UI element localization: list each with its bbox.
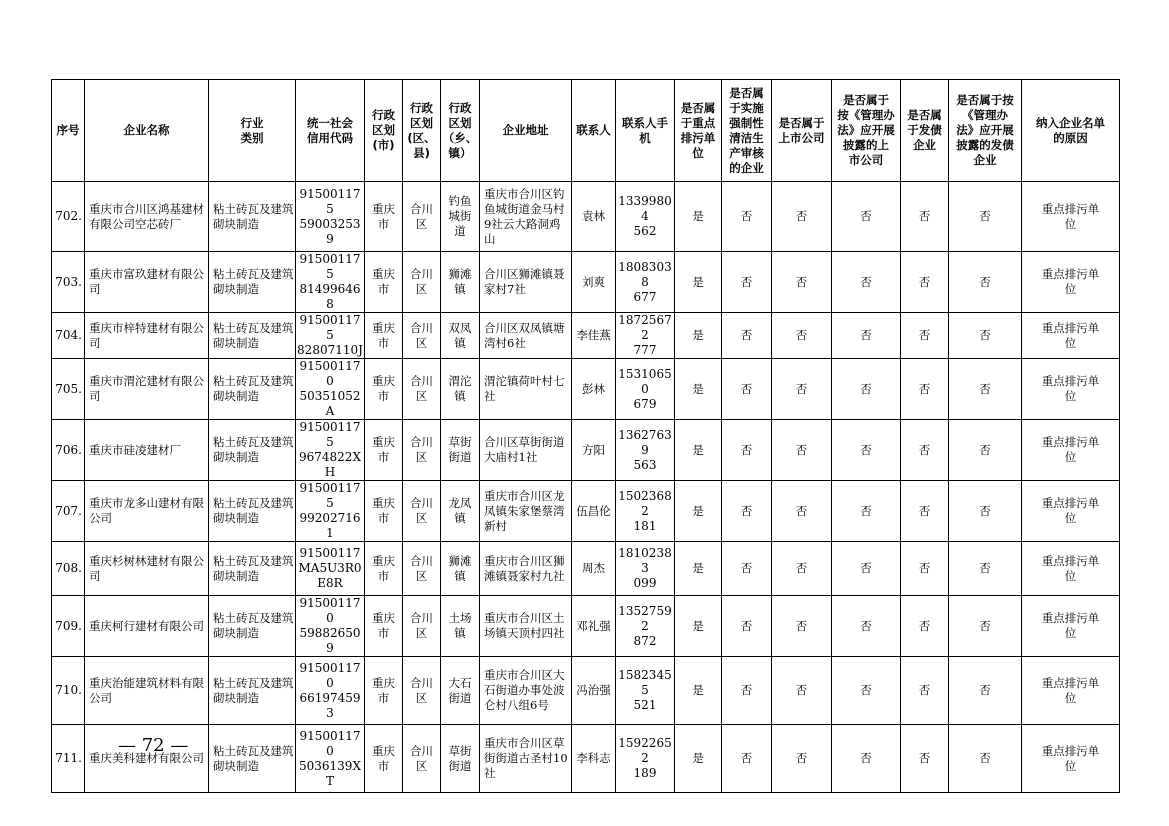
cell-town: 狮滩 镇 (441, 252, 480, 313)
cell-contact: 李佳燕 (572, 313, 616, 359)
cell-bond-disclose: 否 (949, 252, 1022, 313)
cell-bond-disclose: 否 (949, 657, 1022, 725)
cell-industry: 粘土砖瓦及建筑砌块制造 (209, 359, 296, 420)
cell-town: 渭沱 镇 (441, 359, 480, 420)
cell-bond: 否 (901, 313, 949, 359)
cell-name: 重庆市渭沱建材有限公司 (85, 359, 209, 420)
cell-reason: 重点排污单 位 (1022, 420, 1120, 481)
cell-address: 重庆市合川区钓鱼城街道金马村9社云大路洞鸡山 (480, 182, 572, 252)
cell-address: 重庆市合川区狮滩镇聂家村九社 (480, 542, 572, 596)
cell-clean: 否 (722, 420, 772, 481)
cell-name: 重庆美科建材有限公司 (85, 725, 209, 793)
cell-town: 双凤 镇 (441, 313, 480, 359)
cell-address: 重庆市合川区大石街道办事处波仑村八组6号 (480, 657, 572, 725)
cell-name: 重庆杉树林建材有限公司 (85, 542, 209, 596)
cell-key: 是 (675, 182, 722, 252)
cell-contact: 方阳 (572, 420, 616, 481)
cell-district: 合川 区 (403, 542, 441, 596)
cell-listed: 否 (772, 596, 832, 657)
header-row (52, 80, 1120, 182)
cell-industry: 粘土砖瓦及建筑砌块制造 (209, 313, 296, 359)
cell-address: 重庆市合川区草街街道古圣村10社 (480, 725, 572, 793)
header-contact: 联系人 (572, 80, 616, 182)
cell-seq: 710. (52, 657, 85, 725)
cell-district: 合川 区 (403, 420, 441, 481)
cell-listed-disclose: 否 (832, 542, 901, 596)
cell-code: 915001175 82807110J (297, 313, 363, 357)
table-row (52, 182, 1120, 252)
table-row (52, 725, 1120, 793)
cell-key: 是 (675, 481, 722, 542)
cell-bond-disclose: 否 (949, 420, 1022, 481)
cell-name: 重庆市合川区鸿基建材有限公司空芯砖厂 (85, 182, 209, 252)
cell-phone: 15922652 189 (616, 725, 675, 793)
cell-listed-disclose: 否 (832, 313, 901, 359)
cell-phone: 15823455 521 (616, 657, 675, 725)
cell-contact: 彭林 (572, 359, 616, 420)
cell-town: 土场 镇 (441, 596, 480, 657)
header-listed: 是否属于 上市公司 (772, 80, 832, 182)
cell-reason: 重点排污单 位 (1022, 182, 1120, 252)
cell-clean: 否 (722, 359, 772, 420)
header-city: 行政 区划 (市) (365, 80, 403, 182)
cell-reason: 重点排污单 位 (1022, 359, 1120, 420)
cell-address: 重庆市合川区土场镇天顶村四社 (480, 596, 572, 657)
cell-name: 重庆市龙多山建材有限公司 (85, 481, 209, 542)
enterprise-table (51, 79, 1120, 793)
cell-industry: 粘土砖瓦及建筑砌块制造 (209, 725, 296, 793)
table-row (52, 542, 1120, 596)
cell-city: 重庆 市 (365, 596, 403, 657)
table-row (52, 420, 1120, 481)
cell-reason: 重点排污单 位 (1022, 596, 1120, 657)
cell-bond: 否 (901, 252, 949, 313)
cell-code: 915001175 992027161 (296, 481, 365, 542)
cell-listed-disclose: 否 (832, 252, 901, 313)
cell-listed-disclose: 否 (832, 359, 901, 420)
cell-district: 合川 区 (403, 359, 441, 420)
cell-industry: 粘土砖瓦及建筑砌块制造 (209, 182, 296, 252)
header-clean: 是否属 于实施 强制性 清洁生 产审核 的企业 (722, 80, 772, 182)
header-phone: 联系人手 机 (616, 80, 675, 182)
cell-bond-disclose: 否 (949, 725, 1022, 793)
cell-reason: 重点排污单 位 (1022, 313, 1120, 359)
cell-clean: 否 (722, 252, 772, 313)
cell-key: 是 (675, 420, 722, 481)
cell-clean: 否 (722, 182, 772, 252)
cell-code: 915001170 5036139X T (296, 725, 365, 793)
cell-key: 是 (675, 657, 722, 725)
cell-bond: 否 (901, 725, 949, 793)
cell-listed: 否 (772, 420, 832, 481)
cell-code: 915001175 590032539 (296, 182, 365, 252)
cell-city: 重庆 市 (365, 252, 403, 313)
cell-industry: 粘土砖瓦及建筑砌块制造 (209, 252, 296, 313)
cell-listed-disclose: 否 (832, 596, 901, 657)
cell-district: 合川 区 (403, 481, 441, 542)
cell-code: 915001170 661974593 (296, 657, 365, 725)
cell-seq: 709. (52, 596, 85, 657)
table-row (52, 481, 1120, 542)
cell-key: 是 (675, 596, 722, 657)
cell-phone: 18725672 777 (616, 313, 675, 359)
cell-clean: 否 (722, 481, 772, 542)
cell-clean: 否 (722, 596, 772, 657)
cell-seq: 704. (52, 313, 85, 359)
cell-industry: 粘土砖瓦及建筑砌块制造 (209, 596, 296, 657)
cell-town: 草街 街道 (441, 420, 480, 481)
cell-district: 合川 区 (403, 657, 441, 725)
cell-contact: 周杰 (572, 542, 616, 596)
table-row (52, 313, 1120, 359)
cell-city: 重庆 市 (365, 313, 403, 359)
cell-town: 钓鱼 城街 道 (441, 182, 480, 252)
cell-clean: 否 (722, 725, 772, 793)
cell-bond: 否 (901, 481, 949, 542)
header-seq: 序号 (52, 80, 85, 182)
cell-contact: 伍昌伦 (572, 481, 616, 542)
cell-industry: 粘土砖瓦及建筑砌块制造 (209, 657, 296, 725)
cell-district: 合川 区 (403, 313, 441, 359)
table-row (52, 657, 1120, 725)
cell-listed: 否 (772, 657, 832, 725)
cell-listed: 否 (772, 725, 832, 793)
cell-code: 91500117 MA5U3R0 E8R (296, 542, 365, 596)
cell-address: 渭沱镇荷叶村七社 (480, 359, 572, 420)
cell-bond-disclose: 否 (949, 481, 1022, 542)
cell-bond-disclose: 否 (949, 542, 1022, 596)
cell-bond: 否 (901, 420, 949, 481)
cell-contact: 邓礼强 (572, 596, 616, 657)
cell-listed: 否 (772, 252, 832, 313)
cell-town: 草街 街道 (441, 725, 480, 793)
cell-bond-disclose: 否 (949, 182, 1022, 252)
cell-contact: 冯治强 (572, 657, 616, 725)
cell-address: 合川区草街街道大庙村1社 (480, 420, 572, 481)
cell-city: 重庆 市 (365, 725, 403, 793)
cell-key: 是 (675, 359, 722, 420)
header-bond-disclose: 是否属于按 《管理办 法》应开展 披露的发债 企业 (949, 80, 1022, 182)
cell-contact: 刘爽 (572, 252, 616, 313)
cell-reason: 重点排污单 位 (1022, 725, 1120, 793)
cell-phone: 13399804 562 (616, 182, 675, 252)
cell-listed-disclose: 否 (832, 182, 901, 252)
header-address: 企业地址 (480, 80, 572, 182)
cell-bond-disclose: 否 (949, 359, 1022, 420)
header-district: 行政 区划 (区、 县) (403, 80, 441, 182)
cell-bond-disclose: 否 (949, 596, 1022, 657)
cell-city: 重庆 市 (365, 182, 403, 252)
cell-code: 915001175 9674822X H (296, 420, 365, 481)
cell-phone: 15023682 181 (616, 481, 675, 542)
cell-bond: 否 (901, 596, 949, 657)
cell-seq: 703. (52, 252, 85, 313)
cell-reason: 重点排污单 位 (1022, 542, 1120, 596)
cell-industry: 粘土砖瓦及建筑砌块制造 (209, 481, 296, 542)
cell-address: 合川区狮滩镇聂家村7社 (480, 252, 572, 313)
cell-key: 是 (675, 252, 722, 313)
cell-listed-disclose: 否 (832, 657, 901, 725)
cell-reason: 重点排污单 位 (1022, 252, 1120, 313)
cell-seq: 706. (52, 420, 85, 481)
cell-seq: 707. (52, 481, 85, 542)
cell-contact: 袁林 (572, 182, 616, 252)
table-row (52, 359, 1120, 420)
header-town: 行政 区划 （乡、 镇） (441, 80, 480, 182)
cell-city: 重庆 市 (365, 359, 403, 420)
cell-district: 合川 区 (403, 596, 441, 657)
cell-bond: 否 (901, 657, 949, 725)
cell-city: 重庆 市 (365, 481, 403, 542)
cell-industry: 粘土砖瓦及建筑砌块制造 (209, 420, 296, 481)
cell-listed-disclose: 否 (832, 420, 901, 481)
cell-phone: 15310650 679 (616, 359, 675, 420)
cell-key: 是 (675, 542, 722, 596)
cell-name: 重庆治能建筑材料有限公司 (85, 657, 209, 725)
cell-name: 重庆市硅凌建材厂 (85, 420, 209, 481)
header-reason: 纳入企业名单 的原因 (1022, 80, 1120, 182)
header-key: 是否属 于重点 排污单 位 (675, 80, 722, 182)
cell-city: 重庆 市 (365, 542, 403, 596)
cell-town: 龙凤 镇 (441, 481, 480, 542)
table-row (52, 596, 1120, 657)
cell-listed: 否 (772, 481, 832, 542)
cell-contact: 李科志 (572, 725, 616, 793)
table-row (52, 252, 1120, 313)
cell-code: 915001175 814996468 (296, 252, 365, 313)
cell-listed: 否 (772, 182, 832, 252)
cell-code: 915001170 50351052A (296, 359, 365, 420)
cell-phone: 13627639 563 (616, 420, 675, 481)
cell-seq: 702. (52, 182, 85, 252)
header-name: 企业名称 (85, 80, 209, 182)
cell-phone: 18083038 677 (616, 252, 675, 313)
cell-seq: 708. (52, 542, 85, 596)
cell-seq: 711. (52, 725, 85, 793)
cell-bond-disclose: 否 (949, 313, 1022, 359)
cell-district: 合川 区 (403, 725, 441, 793)
cell-clean: 否 (722, 657, 772, 725)
header-industry: 行业 类别 (209, 80, 296, 182)
cell-clean: 否 (722, 313, 772, 359)
cell-name: 重庆市富玖建材有限公司 (85, 252, 209, 313)
cell-listed: 否 (772, 542, 832, 596)
cell-reason: 重点排污单 位 (1022, 657, 1120, 725)
cell-listed: 否 (772, 359, 832, 420)
header-listed-disclose: 是否属于 按《管理办 法》应开展 披露的上 市公司 (832, 80, 901, 182)
cell-seq: 705. (52, 359, 85, 420)
cell-name: 重庆柯行建材有限公司 (85, 596, 209, 657)
cell-address: 重庆市合川区龙凤镇朱家堡蔡湾新村 (480, 481, 572, 542)
cell-bond: 否 (901, 542, 949, 596)
cell-reason: 重点排污单 位 (1022, 481, 1120, 542)
cell-phone: 18102383 099 (616, 542, 675, 596)
cell-district: 合川 区 (403, 182, 441, 252)
cell-bond: 否 (901, 359, 949, 420)
cell-city: 重庆 市 (365, 420, 403, 481)
cell-town: 狮滩 镇 (441, 542, 480, 596)
cell-code: 915001170 598826509 (296, 596, 365, 657)
page-number: — 72 — (118, 735, 189, 756)
cell-city: 重庆 市 (365, 657, 403, 725)
cell-listed-disclose: 否 (832, 725, 901, 793)
cell-bond: 否 (901, 182, 949, 252)
cell-phone: 13527592 872 (616, 596, 675, 657)
cell-name: 重庆市梓特建材有限公司 (85, 313, 209, 359)
cell-key: 是 (675, 313, 722, 359)
cell-district: 合川 区 (403, 252, 441, 313)
header-bond: 是否属 于发债 企业 (901, 80, 949, 182)
cell-address: 合川区双凤镇塘湾村6社 (480, 313, 572, 359)
cell-town: 大石 街道 (441, 657, 480, 725)
cell-key: 是 (675, 725, 722, 793)
cell-clean: 否 (722, 542, 772, 596)
header-code: 统一社会 信用代码 (296, 80, 365, 182)
cell-listed-disclose: 否 (832, 481, 901, 542)
cell-industry: 粘土砖瓦及建筑砌块制造 (209, 542, 296, 596)
cell-listed: 否 (772, 313, 832, 359)
